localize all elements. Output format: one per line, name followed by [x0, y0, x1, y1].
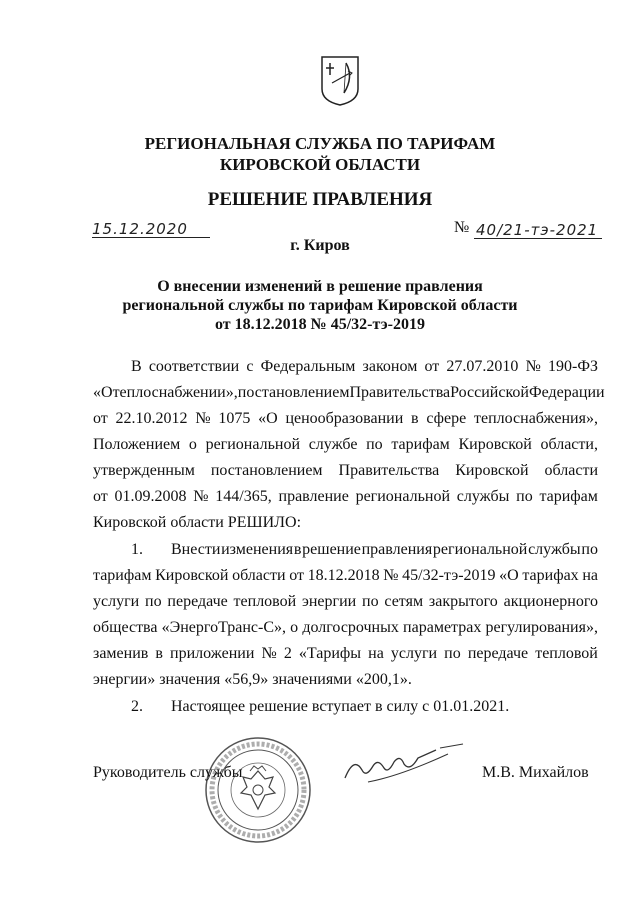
word: о: [188, 436, 197, 453]
document-subject: [0, 277, 640, 334]
word: региональной: [355, 488, 451, 505]
official-seal-stamp: [203, 735, 313, 845]
word: №: [261, 645, 277, 662]
word: по: [581, 541, 598, 558]
word: с: [246, 358, 254, 375]
word: регулирования»,: [485, 619, 598, 636]
word: тепловой: [535, 645, 598, 662]
org-name-line2: КИРОВСКОЙ ОБЛАСТИ: [219, 155, 421, 174]
word: 45/32-тэ-2019: [402, 567, 496, 584]
word: утвержденным: [93, 462, 195, 479]
document-number: 40/21-тэ-2021: [476, 221, 599, 239]
word: службе: [308, 436, 358, 453]
word: «ЭнергоТранс-С»,: [161, 619, 286, 636]
preamble-line: [93, 410, 598, 428]
word: №: [383, 567, 399, 584]
word: №: [195, 410, 211, 427]
word: 27.07.2010: [446, 358, 519, 375]
word: правления: [361, 541, 433, 558]
word: Федерации: [529, 384, 605, 401]
word: №: [525, 358, 541, 375]
preamble-line: [93, 384, 605, 402]
word: 190-ФЗ: [547, 358, 598, 375]
word: от: [93, 410, 108, 427]
item-number: 1.: [131, 541, 143, 558]
word: законом: [362, 358, 418, 375]
word: в: [155, 645, 163, 662]
item-line: Настоящее решение вступает в силу с 01.01.2021.: [171, 698, 510, 715]
subject-line: региональной службы по тарифам Кировской области: [122, 297, 518, 314]
word: изменения: [221, 541, 294, 558]
word: постановлением: [237, 384, 350, 401]
item-number: 2.: [131, 698, 143, 715]
word: службы: [456, 488, 510, 505]
word: закрытого: [428, 593, 498, 610]
document-date: 15.12.2020: [92, 220, 188, 238]
item-line: [93, 567, 598, 585]
word: правление: [278, 488, 349, 505]
word: 1075: [218, 410, 251, 427]
word: соответствии: [148, 358, 240, 375]
word: Внести: [171, 541, 221, 558]
word: 01.09.2008: [114, 488, 187, 505]
word: области: [544, 462, 598, 479]
word: В: [131, 358, 142, 375]
signatory-name: М.В. Михайлов: [482, 764, 589, 781]
word: передаче: [167, 593, 228, 610]
handwritten-signature: [340, 742, 465, 787]
word: по: [516, 488, 533, 505]
word: службы: [528, 541, 581, 558]
word: Кировской: [155, 567, 229, 584]
document-title: РЕШЕНИЕ ПРАВЛЕНИЯ: [207, 189, 433, 210]
word: региональной: [205, 436, 301, 453]
preamble-line: [93, 436, 598, 454]
word: о: [290, 619, 299, 636]
word: на: [582, 567, 598, 584]
word: тарифам: [539, 488, 598, 505]
preamble-line: [93, 462, 598, 480]
word: долгосрочных: [302, 619, 399, 636]
word: сфере: [426, 410, 467, 427]
preamble-line: Кировской области РЕШИЛО:: [93, 514, 302, 531]
item-line: [93, 593, 598, 611]
item-line: [93, 645, 598, 663]
word: области,: [540, 436, 598, 453]
item-line: энергии» значения «56,9» значениями «200,1».: [93, 671, 412, 688]
item-line: [171, 541, 598, 559]
word: Российской: [450, 384, 529, 401]
word: области: [232, 567, 286, 584]
word: ценообразовании: [285, 410, 404, 427]
preamble-line: [93, 488, 598, 506]
word: от: [93, 488, 108, 505]
word: услуги: [93, 593, 140, 610]
word: по: [444, 645, 461, 662]
word: тарифам: [391, 436, 450, 453]
word: сетям: [384, 593, 424, 610]
word: 144/365,: [215, 488, 272, 505]
word: по: [145, 593, 162, 610]
word: решение: [302, 541, 361, 558]
word: «Тарифы: [298, 645, 362, 662]
word: общества: [93, 619, 158, 636]
word: №: [193, 488, 209, 505]
word: тепловой: [233, 593, 297, 610]
subject-line: от 18.12.2018 № 45/32-тэ-2019: [215, 316, 425, 333]
word: Кировской: [458, 436, 532, 453]
word: в: [293, 541, 302, 558]
word: параметрах: [403, 619, 482, 636]
word: энергии: [302, 593, 357, 610]
word: тарифам: [93, 567, 152, 584]
org-name-line1: РЕГИОНАЛЬНАЯ СЛУЖБА ПО ТАРИФАМ: [144, 134, 496, 153]
word: теплоснабжении»,: [112, 384, 238, 401]
word: передаче: [467, 645, 529, 662]
word: теплоснабжения»,: [474, 410, 598, 427]
word: тарифах: [522, 567, 579, 584]
word: в: [411, 410, 419, 427]
word: региональной: [432, 541, 528, 558]
coat-of-arms-emblem: [320, 55, 360, 107]
city: г. Киров: [290, 237, 350, 254]
item-line: [93, 619, 598, 637]
word: на: [368, 645, 384, 662]
word: приложении: [170, 645, 255, 662]
word: услуги: [390, 645, 438, 662]
word: «О: [258, 410, 278, 427]
word: «О: [499, 567, 519, 584]
word: от: [424, 358, 440, 375]
word: Правительства: [338, 462, 440, 479]
subject-line: О внесении изменений в решение правления: [157, 278, 483, 295]
word: по: [366, 436, 383, 453]
word: акционерного: [503, 593, 598, 610]
signatory-position: Руководитель службы: [93, 764, 243, 781]
word: от: [289, 567, 304, 584]
word: «О: [93, 384, 113, 401]
word: Федеральным: [260, 358, 356, 375]
preamble-line: [131, 358, 598, 376]
word: 2: [283, 645, 292, 662]
word: по: [362, 593, 379, 610]
word: заменив: [93, 645, 149, 662]
word: 18.12.2018: [307, 567, 380, 584]
word: Положением: [93, 436, 181, 453]
number-sign: №: [454, 219, 470, 236]
word: 22.10.2012: [115, 410, 188, 427]
word: Правительства: [349, 384, 451, 401]
word: постановлением: [210, 462, 323, 479]
word: Кировской: [455, 462, 529, 479]
